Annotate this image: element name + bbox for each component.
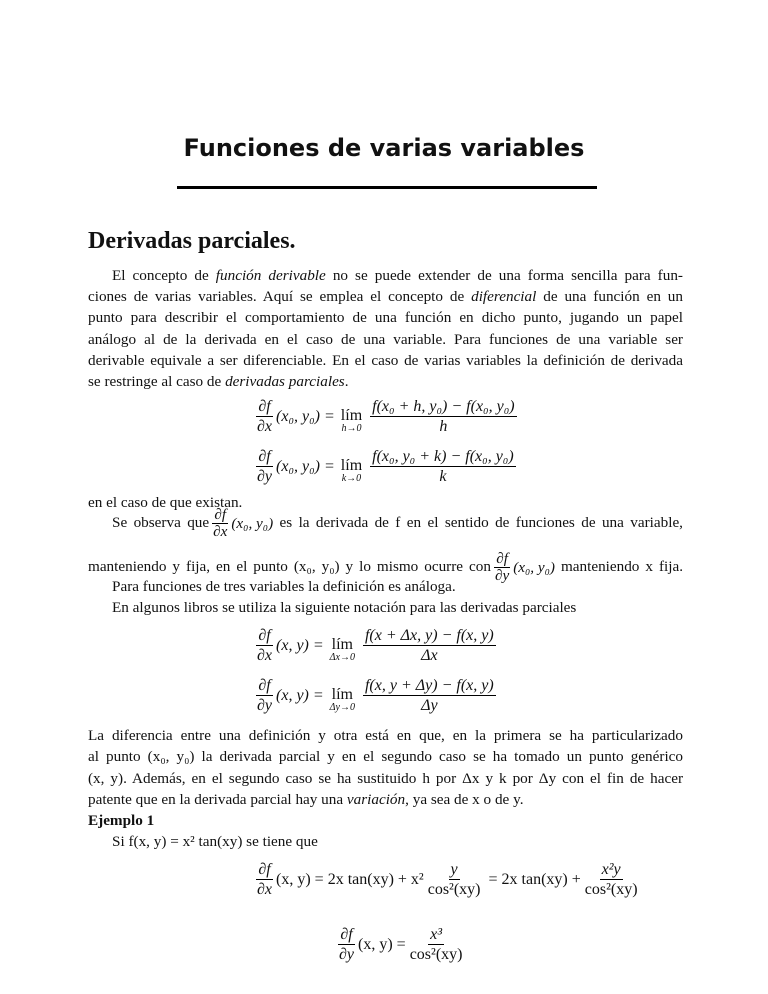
paragraph-line: (x, y). Además, en el segundo caso se ha sustituido h por Δx y k por Δy con el fin de hacer — [88, 770, 683, 787]
paragraph-line: El concepto de función derivable no se puede extender de una forma sencilla para fun- — [112, 267, 683, 284]
paragraph-line: ciones de varias variables. Aquí se emplea el concepto de diferencial de una función en un — [88, 288, 683, 305]
equation-example-dx: $\frac{\partial f}{\partial x}$ (x, y) = 2x tan(xy) + x² $\frac{y}{\text{cos²(xy)}}$ = 2x tan(xy) + $\frac{\text{x²y}}{\text{cos²(xy)}}$ — [257, 861, 638, 898]
paragraph-line: La diferencia entre una definición y otra está en que, en la primera se ha particularizado — [88, 727, 683, 744]
paragraph-line: Para funciones de tres variables la definición es análoga. — [112, 578, 456, 595]
equation-delta-y: $\frac{\partial f}{\partial y}$ (x, y) = lím Δy→0 $\frac{f(x, y + \Delta y) - f(x, y)}{\Delta y}$ — [257, 677, 494, 714]
equation-partial-x: $\frac{\partial f}{\partial x}$ (x₀, y₀) = lím h→0 $\frac{\text{f(x₀ + h, y₀) − f(x₀, y₀)}}{h}$ — [257, 398, 515, 435]
title-rule — [177, 186, 597, 189]
paragraph-line: Se observa que $\frac{\partial f}{\partial x}$ (x₀, y₀) es la derivada de f en el sentido de funciones de una variable, — [112, 506, 683, 541]
paragraph-line: análogo al de la derivada en el caso de una variable. Para funciones de una variable ser — [88, 331, 683, 348]
equation-example-dy: $\frac{\partial f}{\partial y}$ (x, y) = $\frac{\text{x³}}{\text{cos²(xy)}}$ — [339, 926, 463, 963]
paragraph-line: se restringe al caso de derivadas parciales. — [88, 373, 349, 390]
section-heading: Derivadas parciales. — [88, 228, 296, 254]
example-intro: Si f(x, y) = x² tan(xy) se tiene que — [112, 833, 318, 850]
paragraph-line: derivable equivale a ser diferenciable. En el caso de varias variables la definición de derivada — [88, 352, 683, 369]
paragraph-line: En algunos libros se utiliza la siguiente notación para las derivadas parciales — [112, 599, 577, 616]
equation-delta-x: $\frac{\partial f}{\partial x}$ (x, y) = lím Δx→0 $\frac{f(x + \Delta x, y) - f(x, y)}{\Delta x}$ — [257, 627, 494, 664]
paragraph-line: en el caso de que existan. — [88, 494, 243, 511]
paragraph-line: punto para describir el comportamiento de una función en dicho punto, jugando un papel — [88, 309, 683, 326]
example-heading: Ejemplo 1 — [88, 812, 155, 829]
paragraph-line: manteniendo y fija, en el punto (x₀, y₀) y lo mismo ocurre con $\frac{\partial f}{\partial y}$ (x₀, y₀) manteniendo x fija. — [88, 550, 683, 585]
paragraph-line: patente que en la derivada parcial hay una variación, ya sea de x o de y. — [88, 791, 524, 808]
document-title: Funciones de varias variables — [183, 134, 585, 162]
equation-partial-y: $\frac{\partial f}{\partial y}$ (x₀, y₀) = lím k→0 $\frac{\text{f(x₀, y₀ + k) − f(x₀, y₀)}}{k}$ — [257, 448, 514, 485]
paragraph-line: al punto (x₀, y₀) la derivada parcial y en el segundo caso se ha tomado un punto genérico — [88, 748, 683, 765]
